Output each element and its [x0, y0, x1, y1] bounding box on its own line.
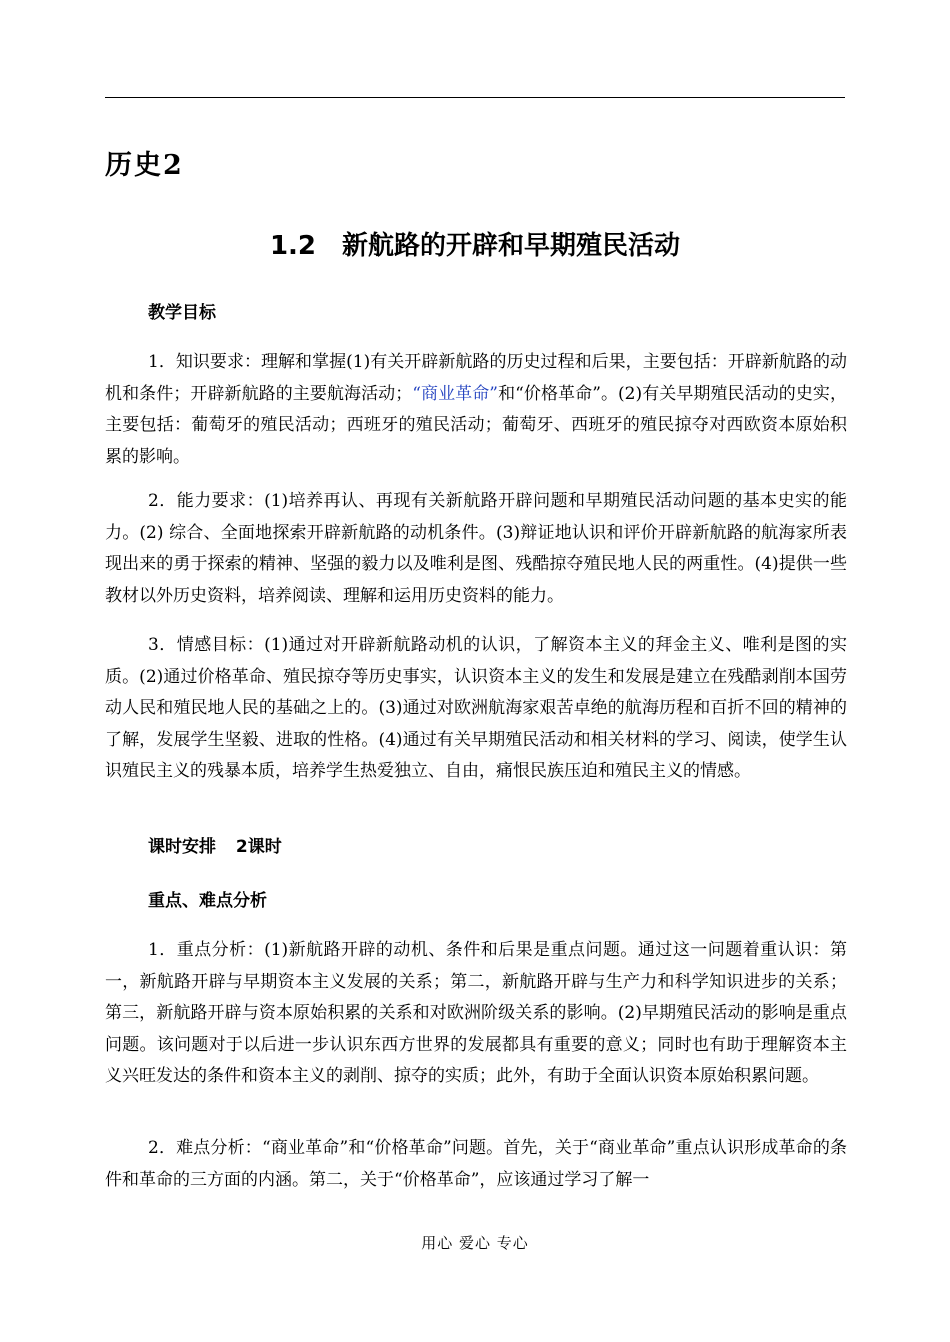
lesson-title [0, 225, 950, 262]
objective-knowledge [105, 347, 847, 473]
subject-heading: 历史2 [105, 150, 184, 181]
schedule-label: 课时安排 [148, 837, 216, 857]
lesson-title-text: 新航路的开辟和早期殖民活动 [342, 231, 681, 261]
objective-knowledge-part2: 和“价格革命”。(2)有关早期殖民活动的史实，主要包括：葡萄牙的殖民活动；西班牙的殖民活动；葡萄牙、西班牙的殖民掠夺对西欧资本原始积累的影响。 [105, 383, 847, 467]
section-heading-analysis: 重点、难点分析 [148, 891, 267, 911]
objective-ability: 2．能力要求：(1)培养再认、再现有关新航路开辟问题和早期殖民活动问题的基本史实的能力。(2) 综合、全面地探索开辟新航路的动机条件。(3)辩证地认识和评价开辟新航路的航海家所表现出来的勇于探索的精神、坚强的毅力以及唯利是图、残酷掠夺殖民地人民的两重性。(4)提供一些教材以外历史资料，培养阅读、理解和运用历史资料的能力。 [105, 491, 847, 606]
analysis-key-points: 1．重点分析：(1)新航路开辟的动机、条件和后果是重点问题。通过这一问题着重认识：第一，新航路开辟与早期资本主义发展的关系；第二，新航路开辟与生产力和科学知识进步的关系；第三，新航路开辟与资本原始积累的关系和对欧洲阶级关系的影响。(2)早期殖民活动的影响是重点问题。该问题对于以后进一步认识东西方世界的发展都具有重要的意义；同时也有助于理解资本主义兴旺发达的条件和资本主义的剥削、掠夺的实质；此外，有助于全面认识资本原始积累问题。 [105, 940, 847, 1086]
analysis-difficult-points: 2．难点分析：“商业革命”和“价格革命”问题。首先，关于“商业革命”重点认识形成革命的条件和革命的三方面的内涵。第二，关于“价格革命”，应该通过学习了解一 [105, 1138, 847, 1190]
lesson-number: 1.2 [269, 231, 317, 261]
commercial-revolution-term: “商业革命” [412, 383, 498, 404]
objective-emotion: 3．情感目标：(1)通过对开辟新航路动机的认识，了解资本主义的拜金主义、唯利是图的实质。(2)通过价格革命、殖民掠夺等历史事实，认识资本主义的发生和发展是建立在残酷剥削本国劳动人民和殖民地人民的基础之上的。(3)通过对欧洲航海家艰苦卓绝的航海历程和百折不回的精神的了解，发展学生坚毅、进取的性格。(4)通过有关早期殖民活动和相关材料的学习、阅读，使学生认识殖民主义的残暴本质，培养学生热爱独立、自由，痛恨民族压迫和殖民主义的情感。 [105, 635, 847, 781]
objective-knowledge-part1: 1．知识要求：理解和掌握(1)有关开辟新航路的历史过程和后果，主要包括：开辟新航路的动机和条件；开辟新航路的主要航海活动； [105, 352, 847, 404]
page-footer: 用心 爱心 专心 [421, 1234, 529, 1252]
section-heading-objectives: 教学目标 [148, 303, 216, 323]
schedule-line [148, 832, 282, 857]
header-rule [105, 97, 845, 98]
schedule-value: 2课时 [235, 837, 282, 857]
